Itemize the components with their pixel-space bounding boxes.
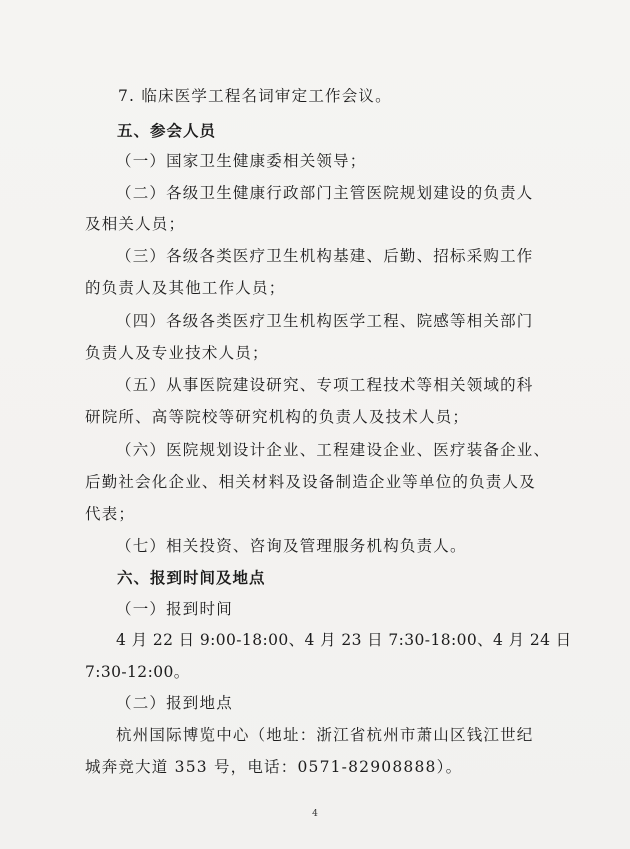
text-line: （六）医院规划设计企业、工程建设企业、医疗装备企业、 — [116, 441, 551, 459]
page-number: 4 — [312, 809, 318, 819]
text-line: 的负责人及其他工作人员； — [85, 279, 286, 297]
text-line: （五）从事医院建设研究、专项工程技术等相关领域的科 — [116, 376, 534, 394]
text-line: 负责人及专业技术人员； — [85, 344, 269, 362]
text-line: （三）各级各类医疗卫生机构基建、后勤、招标采购工作 — [116, 247, 534, 265]
text-line: 杭州国际博览中心（地址：浙江省杭州市萧山区钱江世纪 — [116, 726, 534, 744]
text-line: 及相关人员； — [85, 215, 186, 233]
text-line: （一）国家卫生健康委相关领导； — [116, 152, 367, 170]
text-line: 4 月 22 日 9:00-18:00、4 月 23 日 7:30-18:00、4 月 24 日 — [116, 631, 572, 649]
text-line: 7. 临床医学工程名词审定工作会议。 — [118, 87, 392, 105]
text-line: （一）报到时间 — [116, 600, 233, 618]
text-line: （二）报到地点 — [116, 694, 233, 712]
section-heading: 六、报到时间及地点 — [117, 569, 266, 587]
text-line: 城奔竞大道 353 号，电话：0571-82908888）。 — [85, 758, 463, 776]
section-heading: 五、参会人员 — [117, 122, 217, 140]
text-line: 7:30-12:00。 — [85, 663, 190, 681]
text-line: 代表； — [85, 505, 136, 523]
text-line: （七）相关投资、咨询及管理服务机构负责人。 — [116, 537, 467, 555]
text-line: 后勤社会化企业、相关材料及设备制造企业等单位的负责人及 — [85, 473, 536, 491]
text-line: （二）各级卫生健康行政部门主管医院规划建设的负责人 — [116, 184, 534, 202]
text-line: （四）各级各类医疗卫生机构医学工程、院感等相关部门 — [116, 312, 534, 330]
text-line: 研院所、高等院校等研究机构的负责人及技术人员； — [85, 408, 470, 426]
